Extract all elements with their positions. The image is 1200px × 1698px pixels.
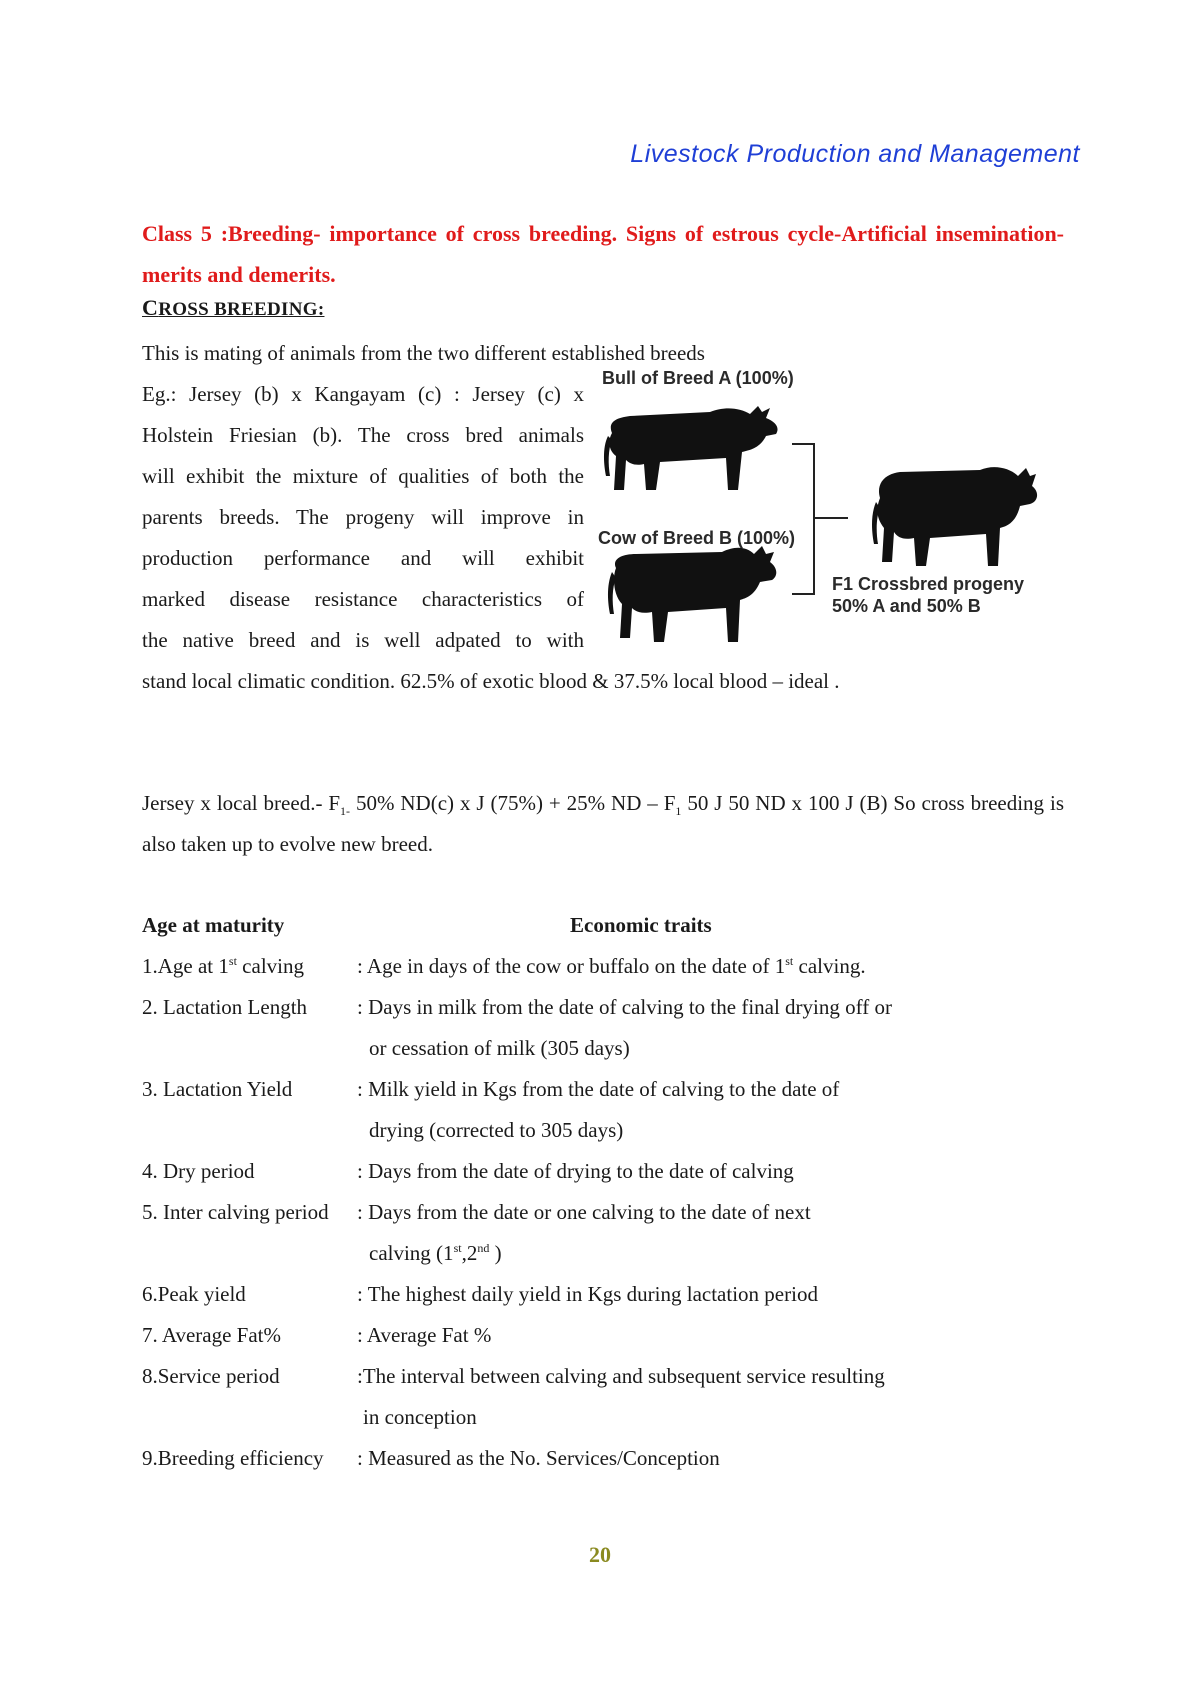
trait-description-continuation: drying (corrected to 305 days) bbox=[369, 1118, 624, 1142]
trait-description-continuation: in conception bbox=[363, 1405, 477, 1429]
trait-description-text: : Age in days of the cow or buffalo on the date of 1 bbox=[357, 954, 786, 978]
progeny-icon bbox=[872, 467, 1037, 566]
jersey-text-1: Jersey x local breed.- F bbox=[142, 791, 341, 815]
trait-description-text: : Milk yield in Kgs from the date of calving to the date of bbox=[357, 1077, 840, 1101]
trait-description-continuation bbox=[357, 1233, 1064, 1274]
jersey-text-3: 50 J 50 ND x 100 J (B) So cross breeding is also taken up to evolve new breed. bbox=[142, 791, 1064, 856]
trait-name: 8.Service period bbox=[142, 1364, 280, 1388]
trait-description: : Days from the date of drying to the date of calving bbox=[357, 1159, 794, 1183]
trait-row bbox=[142, 1274, 1064, 1315]
trait-description-text: : Days from the date or one calving to the date of next bbox=[357, 1200, 811, 1224]
example-line: the native breed and is well adpated to with bbox=[142, 628, 584, 652]
trait-cont-sup: nd bbox=[477, 1241, 490, 1255]
trait-name bbox=[142, 946, 304, 987]
trait-description: : Average Fat % bbox=[357, 1323, 492, 1347]
trait-description bbox=[357, 1356, 1064, 1438]
trait-description-text: : Days in milk from the date of calving to the final drying off or bbox=[357, 995, 892, 1019]
trait-row bbox=[142, 987, 1064, 1069]
class-title: Class 5 :Breeding- importance of cross breeding. Signs of estrous cycle-Artificial insemination-merits and demerits. bbox=[142, 221, 1064, 287]
trait-description bbox=[357, 1069, 1064, 1151]
example-paragraph bbox=[142, 374, 584, 661]
trait-description: : The highest daily yield in Kgs during lactation period bbox=[357, 1282, 818, 1306]
trait-description-continuation: or cessation of milk (305 days) bbox=[369, 1036, 630, 1060]
trait-description-text: :The interval between calving and subsequent service resulting bbox=[357, 1364, 885, 1388]
example-line: will exhibit the mixture of qualities of both the bbox=[142, 464, 584, 488]
economic-traits-table bbox=[142, 905, 1064, 1479]
trait-cont-text: ,2 bbox=[461, 1241, 478, 1265]
trait-name-text: 1.Age at 1 bbox=[142, 954, 229, 978]
jersey-sub-1: 1- bbox=[340, 804, 351, 819]
trait-cont-sup: st bbox=[453, 1241, 462, 1255]
blood-ratio-line: stand local climatic condition. 62.5% of exotic blood & 37.5% local blood – ideal . bbox=[142, 669, 840, 693]
trait-name: 2. Lactation Length bbox=[142, 995, 308, 1019]
progeny-label-line2: 50% A and 50% B bbox=[832, 596, 981, 616]
bull-label: Bull of Breed A (100%) bbox=[602, 368, 794, 388]
economic-traits-heading: Economic traits bbox=[570, 913, 712, 937]
jersey-paragraph bbox=[142, 783, 1064, 865]
trait-description bbox=[357, 946, 1064, 987]
trait-cont-text: ) bbox=[489, 1241, 502, 1265]
progeny-label-line1: F1 Crossbred progeny bbox=[832, 574, 1025, 594]
trait-cont-text: calving (1 bbox=[369, 1241, 454, 1265]
trait-row bbox=[142, 1356, 1064, 1438]
trait-name: 7. Average Fat% bbox=[142, 1323, 281, 1347]
trait-row bbox=[142, 1192, 1064, 1274]
example-line: marked disease resistance characteristics of bbox=[142, 587, 584, 611]
trait-description bbox=[357, 1192, 1064, 1274]
trait-row bbox=[142, 1151, 1064, 1192]
example-line: Holstein Friesian (b). The cross bred animals bbox=[142, 423, 584, 447]
section-heading-rest: ROSS BREEDING: bbox=[158, 299, 325, 320]
cow-label: Cow of Breed B (100%) bbox=[598, 528, 796, 548]
trait-name: 5. Inter calving period bbox=[142, 1200, 329, 1224]
example-line: Eg.: Jersey (b) x Kangayam (c) : Jersey (c) x bbox=[142, 382, 584, 406]
trait-row bbox=[142, 946, 1064, 987]
example-line: production performance and will exhibit bbox=[142, 546, 584, 570]
cow-icon bbox=[608, 546, 776, 642]
trait-name-text: calving bbox=[236, 954, 304, 978]
traits-header-row bbox=[142, 905, 1064, 946]
trait-row bbox=[142, 1315, 1064, 1356]
trait-description-sup: st bbox=[785, 954, 794, 968]
trait-description-text: calving. bbox=[793, 954, 866, 978]
cross-bracket bbox=[792, 444, 848, 594]
trait-name: 9.Breeding efficiency bbox=[142, 1446, 324, 1470]
age-at-maturity-heading: Age at maturity bbox=[142, 913, 285, 937]
jersey-sub-2: 1 bbox=[675, 804, 682, 819]
trait-row bbox=[142, 1438, 1064, 1479]
bull-icon bbox=[604, 406, 778, 490]
section-heading bbox=[142, 295, 324, 321]
section-heading-initial: C bbox=[142, 295, 159, 320]
definition-paragraph: This is mating of animals from the two different established breeds bbox=[142, 341, 705, 365]
trait-name: 6.Peak yield bbox=[142, 1282, 246, 1306]
example-line: parents breeds. The progeny will improve in bbox=[142, 505, 584, 529]
page-number: 20 bbox=[589, 1542, 611, 1567]
trait-name-sup: st bbox=[228, 954, 237, 968]
running-header: Livestock Production and Management bbox=[630, 140, 1080, 168]
trait-description bbox=[357, 987, 1064, 1069]
trait-row bbox=[142, 1069, 1064, 1151]
trait-name: 3. Lactation Yield bbox=[142, 1077, 293, 1101]
trait-name: 4. Dry period bbox=[142, 1159, 255, 1183]
trait-description: : Measured as the No. Services/Conception bbox=[357, 1446, 720, 1470]
jersey-text-2: 50% ND(c) x J (75%) + 25% ND – F bbox=[350, 791, 676, 815]
crossbreeding-diagram bbox=[598, 368, 1040, 658]
